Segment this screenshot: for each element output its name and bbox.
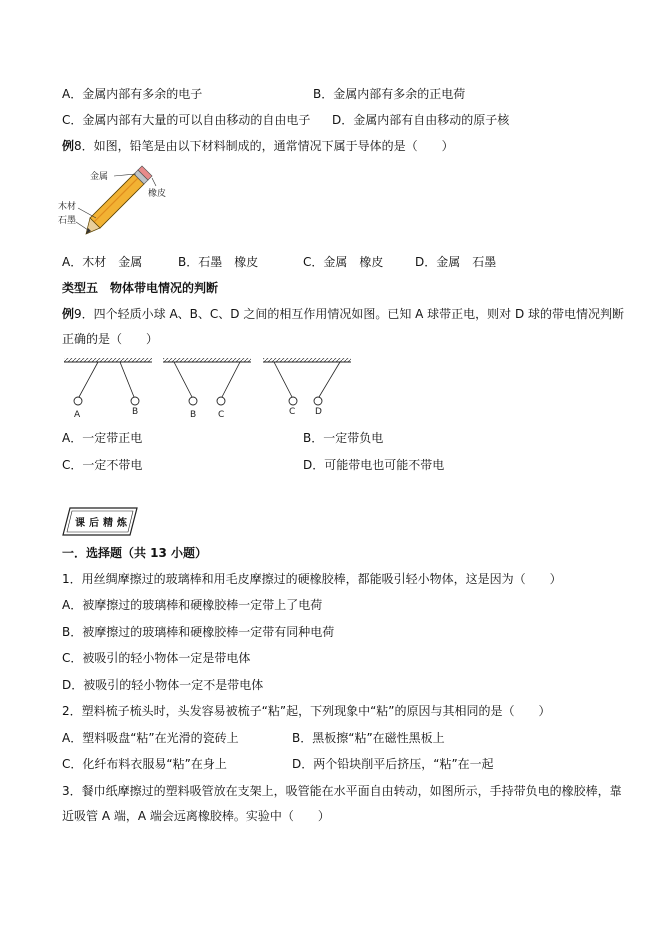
q2-option-a: A．塑料吸盘“粘”在光滑的瓷砖上 — [62, 731, 239, 745]
ball-d — [314, 397, 322, 405]
example-label: 例 — [62, 307, 75, 321]
q3-stem: 3．餐巾纸摩擦过的塑料吸管放在支架上，吸管能在水平面自由转动，如图所示，手持带负电的橡胶棒，靠 — [62, 784, 622, 798]
label-graphite: 石墨 — [58, 216, 77, 226]
example-8-stem — [62, 138, 454, 154]
badge-char-1: 课 — [75, 518, 85, 529]
ball-c — [217, 397, 225, 405]
example-8-text: 8．如图，铅笔是由以下材料制成的，通常情况下属于导体的是（ ） — [74, 139, 454, 153]
badge-char-4: 炼 — [117, 518, 127, 529]
ex8-option-d: D．金属 石墨 — [415, 255, 497, 269]
hanging-balls-figure — [62, 356, 362, 420]
ex8-option-a: A．木材 金属 — [62, 255, 143, 269]
q2-stem: 2．塑料梳子梳头时，头发容易被梳子“粘”起，下列现象中“粘”的原因与其相同的是（ ） — [62, 704, 551, 718]
q2-option-c: C．化纤布料衣服易“粘”在身上 — [62, 757, 227, 771]
example-9-stem-line2: 正确的是（ ） — [62, 332, 159, 346]
section-heading: 一．选择题（共 13 小题） — [62, 546, 208, 560]
ball-label-c: C — [218, 410, 225, 420]
q2-option-b: B．黑板擦“粘”在磁性黑板上 — [292, 731, 445, 745]
badge-char-2: 后 — [89, 518, 99, 529]
ex8-option-b: B．石墨 橡皮 — [178, 255, 259, 269]
support-beam — [64, 358, 152, 362]
q1-option-a: A．被摩擦过的玻璃棒和硬橡胶棒一定带上了电荷 — [62, 598, 323, 612]
support-beam — [163, 358, 251, 362]
q7-option-b: B．金属内部有多余的正电荷 — [313, 87, 466, 101]
ball-a — [74, 397, 82, 405]
example-9-stem — [62, 306, 624, 322]
ball-label-b: B — [132, 407, 139, 417]
q2-option-d: D．两个铅块削平后挤压，“粘”在一起 — [292, 757, 494, 771]
ex9-option-d: D．可能带电也可能不带电 — [303, 458, 445, 472]
q1-option-c: C．被吸引的轻小物体一定是带电体 — [62, 651, 251, 665]
ball-c — [289, 397, 297, 405]
ex9-option-b: B．一定带负电 — [303, 431, 384, 445]
label-wood: 木材 — [58, 202, 77, 212]
q7-option-a: A．金属内部有多余的电子 — [62, 87, 203, 101]
label-rubber: 橡皮 — [148, 189, 166, 199]
ex9-option-c: C．一定不带电 — [62, 458, 143, 472]
ball-b — [189, 397, 197, 405]
example-9-text: 9．四个轻质小球 A、B、C、D 之间的相互作用情况如图。已知 A 球带正电，则对 D 球的带电情况判断 — [74, 307, 625, 321]
ex8-option-c: C．金属 橡皮 — [303, 255, 384, 269]
ball-label-a: A — [74, 410, 81, 420]
pencil-figure — [56, 164, 166, 242]
example-label: 例 — [62, 139, 75, 153]
badge-char-3: 精 — [103, 518, 113, 529]
q1-option-d: D．被吸引的轻小物体一定不是带电体 — [62, 678, 264, 692]
after-class-practice-badge — [62, 506, 138, 536]
ex9-option-a: A．一定带正电 — [62, 431, 143, 445]
q3-stem-line2: 近吸管 A 端，A 端会远离橡胶棒。实验中（ ） — [62, 809, 330, 823]
q1-option-b: B．被摩擦过的玻璃棒和硬橡胶棒一定带有同种电荷 — [62, 625, 335, 639]
ball-label-b: B — [190, 410, 197, 420]
q7-option-c: C．金属内部有大量的可以自由移动的自由电子 — [62, 113, 311, 127]
ball-label-c: C — [289, 407, 296, 417]
pencil-wood-body — [90, 174, 144, 228]
q7-option-d: D．金属内部有自由移动的原子核 — [332, 113, 510, 127]
ball-b — [131, 397, 139, 405]
q1-stem: 1．用丝绸摩擦过的玻璃棒和用毛皮摩擦过的硬橡胶棒，都能吸引轻小物体，这是因为（ ） — [62, 572, 562, 586]
support-beam — [263, 358, 351, 362]
label-metal: 金属 — [90, 172, 109, 182]
ball-label-d: D — [315, 407, 322, 417]
type-5-heading: 类型五 物体带电情况的判断 — [62, 281, 219, 295]
